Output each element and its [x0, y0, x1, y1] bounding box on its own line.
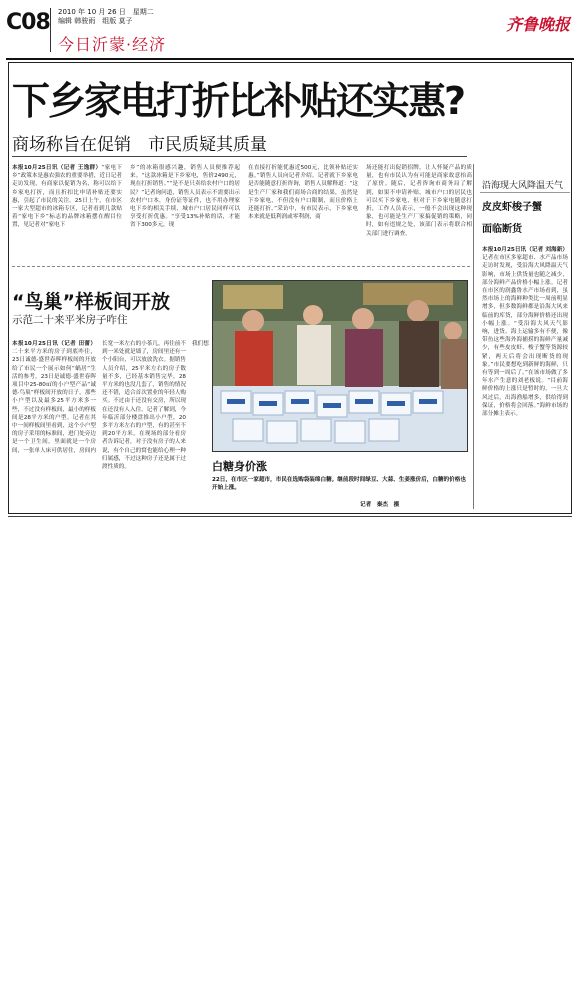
main-column-1-text: “家电下乡”政策本是惠农强农的重要举措，近日记者走访发现，有商家以促销为名，称可以给下乡家电打折，而且折扣比申请补贴还要实惠，引起了市民的关注。25日上午，在市区一家大型超市的冰箱专区，记者看到几款贴着“家电下乡”标志的品牌冰箱摆在醒目位置，见记者对“家电下 [12, 165, 122, 229]
sidebar-body-text: 记者在市区多家超市、水产品市场走访时发现，受沿海大风降温天气影响，市场上供货量也随之减少，部分海鲜产品价格小幅上涨。记者在市区的润鑫鲁水产市场看到，虽然市场上的海鲜种类比一周前明显增多，但多数海鲜都是沿海大风来临前的库货，部分海鲜价格还出现小幅上涨。“受沿海大风天气影响，进货、海上运输多有不便，像带鱼这些海外海捕捞的海鲜产量减少，有些皮皮虾、梭子蟹等货源较紧，两天后将会出现断货的现象。”市民要想吃到新鲜的海鲜，只有等到一周后了。”在该市场做了多年水产生意的刘老板说。“目前海鲜价格的上涨只是暂时的，一旦大风过后，出海渔船增多，供给得到保证，价格将会回落。”海鲜市场的部分摊主表示。 [482, 255, 568, 418]
section-divider [12, 266, 470, 267]
main-column-1 [12, 164, 122, 264]
sidebar-kicker: 沿海现大风降温天气 [482, 181, 564, 191]
headline-rule [12, 156, 467, 157]
main-subheadline: 商场称旨在促销 市民质疑其质量 [12, 135, 267, 155]
nest-article-subtitle: 示范二十来平米房子咋住 [12, 314, 128, 326]
paper-logo: 齐鲁晚报 [505, 15, 570, 34]
main-column-4: 场还能打出促销招牌，让人怀疑产品的质量，也有市民认为有可能是商家故意抬高了原价。随后，记者咨询市商务局了解到，如果不申请补贴，城市户口的居民也可以买下乡家电，但对于下乡家电随意打折，工作人员表示，一般不会出现这种现象，也可能是生产厂家搞促销的策略，同时，如有违规之处，该部门表示将联合相关部门进行调查。 [366, 165, 472, 237]
photo-caption: 22日，在市区一家超市，市民在选购袋装绵白糖。继前段时间绿豆、大蒜、生姜涨价后，白糖的价格也开始上涨。 [212, 477, 466, 491]
nest-column-1-text: 二十来平方米的房子到底咋住，23日诚德·盛世春晖样板间的开放给了市民一个展示如何“蜗居”生活的参考。23日是诚德·盛世春晖项目中25-80㎡的小户型产品“诚德·鸟巢”样板间开放的日子，那些小户型以及最多25平方米多一些，不过没有样板间，最小的样板间是28平方米的户型。记者在其中一间样板间里看到，这个小户型的房子采用的标准间，进门处旁边是一个卫生间，里面就是一个房间，一张单人床可供居住，房间内 [12, 349, 96, 454]
sidebar-headline-1: 皮皮虾梭子蟹 [482, 202, 542, 213]
sidebar-divider [473, 164, 474, 509]
news-photo [212, 280, 468, 452]
sidebar-rule-1 [480, 192, 570, 193]
nest-column-1 [12, 340, 96, 508]
shoppers-photo-illustration [213, 281, 468, 452]
main-column-3: 在直接打折能优惠近500元，比领补贴还实惠。”销售人员向记者介绍。记者就下乡家电是否能随意打折咨询，销售人员解释道：“这是生产厂家和我们商场合商的结果，虽然是下乡家电，不但没有户口限制，而且价格上还能打折。”采访中，有市民表示，下乡家电本来就是低利润或零利润，商 [248, 165, 358, 221]
sidebar-headline-2: 面临断货 [482, 224, 522, 235]
bottom-rule [8, 516, 572, 517]
nest-column-3: 我们想 [192, 341, 209, 347]
photo-title: 白糖身价涨 [212, 460, 267, 473]
nest-article-title: “鸟巢”样板间开放 [12, 291, 170, 313]
sidebar-lead: 本报10月25日讯（记者 刘海新） [482, 247, 568, 253]
main-lead: 本报10月25日讯（记者 王逸群） [12, 165, 102, 171]
main-column-2: 乡”的冰箱很感兴趣，销售人员便推荐起来。“这款冰箱是下乡家电，售价2490元，现在打折销售。”“是不是只卖给农村户口的居民？”记者询问道，销售人员表示不需要出示农村户口本，身份证等证件，也不用办理家电下乡的相关手续，城市户口居民同样可以享受打折优惠。“享受13%补贴的话，才能省下300多元，现 [130, 165, 240, 229]
photo-credit: 记者 秦杰 摄 [360, 502, 400, 508]
edition-title: 今日沂蒙·经济 [58, 35, 167, 54]
main-headline: 下乡家电打折比补贴还实惠? [12, 79, 465, 123]
header-meta [58, 8, 154, 26]
page-number: C08 [6, 10, 50, 35]
sidebar-body [482, 246, 568, 508]
header-divider [50, 8, 51, 52]
header-rule [6, 58, 574, 60]
nest-column-2: 长宽一米左右的小茶几，再往前不到一米处就是墙了，房间里还有一个小阳台，可以放放洗衣。据销售人员介绍，25平米左右的房子数量不多，已经基本销售完毕，28平方米的也没几套了，销售的情况还不错，适合首次置业的年轻人购买。不过由于还没有交房，所以现在还没有人入住。记者了解到，今年临沂部分楼盘推出小户型，20多平方米左右的户型，有的甚至不到20平方米，在现场的部分看房者告诉记者，对于没有房子的人来说，有个自己的窝也能给心理一种归属感，不过这种房子还是属于过渡性质的。 [102, 341, 186, 471]
date-line: 2010 年 10 月 26 日 星期二 [58, 8, 154, 16]
nest-lead: 本报10月25日讯（记者 田蕾） [12, 341, 96, 347]
editors-line: 编辑 韩骏雨 组版 莫子 [58, 17, 133, 25]
